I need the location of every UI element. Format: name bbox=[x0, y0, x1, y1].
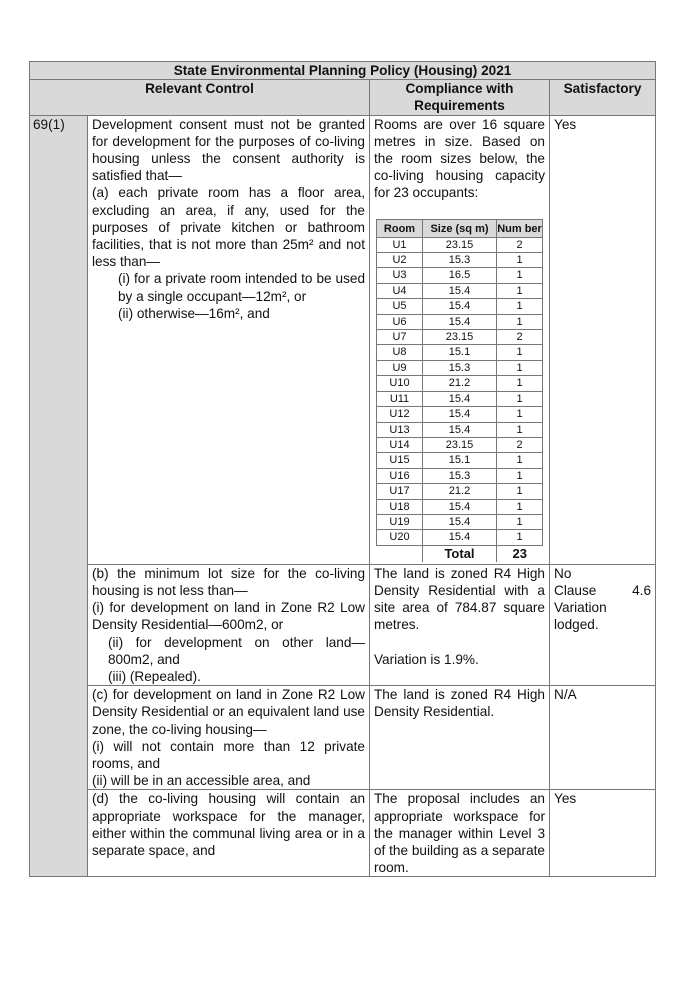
room-size-cell: 15.1 bbox=[423, 345, 497, 360]
room-size-cell: 16.5 bbox=[423, 268, 497, 283]
room-size-cell: 15.3 bbox=[423, 468, 497, 483]
room-size-cell: 23.15 bbox=[423, 237, 497, 252]
room-row bbox=[377, 283, 543, 298]
room-row bbox=[377, 453, 543, 468]
satisfactory-a: Yes bbox=[550, 115, 656, 564]
room-room-cell: U3 bbox=[377, 268, 423, 283]
control-c-ii: (ii) will be in an accessible area, and bbox=[92, 773, 311, 789]
satisfactory-cell-b bbox=[550, 564, 656, 685]
room-number-cell: 1 bbox=[497, 484, 543, 499]
control-cell-c bbox=[88, 686, 370, 790]
compliance-d: The proposal includes an appropriate workspace for the manager within Level 3 of the building as a separate room. bbox=[370, 790, 550, 877]
room-size-cell: 15.4 bbox=[423, 283, 497, 298]
room-number-cell: 1 bbox=[497, 468, 543, 483]
room-room-cell: U8 bbox=[377, 345, 423, 360]
number-header: Num ber bbox=[497, 219, 543, 237]
room-room-cell: U16 bbox=[377, 468, 423, 483]
room-row bbox=[377, 499, 543, 514]
control-b-iii: (iii) (Repealed). bbox=[108, 668, 201, 684]
planning-policy-table bbox=[29, 61, 656, 877]
room-row bbox=[377, 422, 543, 437]
room-room-cell: U20 bbox=[377, 530, 423, 545]
satisfactory-c: N/A bbox=[550, 686, 656, 790]
room-row bbox=[377, 530, 543, 545]
header-relevant-control: Relevant Control bbox=[30, 80, 370, 115]
room-room-cell: U17 bbox=[377, 484, 423, 499]
size-header: Size (sq m) bbox=[423, 219, 497, 237]
room-room-cell: U11 bbox=[377, 391, 423, 406]
room-row bbox=[377, 360, 543, 375]
control-a-intro: Development consent must not be granted for development for the purposes of co-living housing unless the consent authority is satisfied that— bbox=[92, 116, 365, 184]
room-row bbox=[377, 268, 543, 283]
compliance-b-variation: Variation is 1.9%. bbox=[374, 651, 479, 667]
room-number-cell: 1 bbox=[497, 283, 543, 298]
room-room-cell: U9 bbox=[377, 360, 423, 375]
room-size-cell: 15.3 bbox=[423, 360, 497, 375]
room-row bbox=[377, 514, 543, 529]
compliance-cell-b bbox=[370, 564, 550, 685]
satisfactory-b: No bbox=[554, 565, 572, 581]
room-room-cell: U6 bbox=[377, 314, 423, 329]
room-size-cell: 15.4 bbox=[423, 407, 497, 422]
room-size-cell: 15.4 bbox=[423, 391, 497, 406]
room-room-cell: U13 bbox=[377, 422, 423, 437]
room-room-cell: U12 bbox=[377, 407, 423, 422]
control-d: (d) the co-living housing will contain an appropriate workspace for the manager, either within the communal living area or in a separate space, and bbox=[88, 790, 370, 877]
room-size-table bbox=[376, 219, 543, 562]
room-number-cell: 1 bbox=[497, 376, 543, 391]
room-row bbox=[377, 391, 543, 406]
clause-number: 69(1) bbox=[30, 115, 88, 877]
room-room-cell: U5 bbox=[377, 299, 423, 314]
room-room-cell: U10 bbox=[377, 376, 423, 391]
room-size-cell: 15.3 bbox=[423, 253, 497, 268]
control-a-ii: (ii) otherwise—16m², and bbox=[118, 305, 270, 321]
room-size-cell: 15.4 bbox=[423, 299, 497, 314]
room-room-cell: U19 bbox=[377, 514, 423, 529]
room-number-cell: 1 bbox=[497, 314, 543, 329]
room-row bbox=[377, 253, 543, 268]
room-size-cell: 21.2 bbox=[423, 484, 497, 499]
room-room-cell: U7 bbox=[377, 330, 423, 345]
room-row bbox=[377, 299, 543, 314]
room-size-cell: 15.4 bbox=[423, 422, 497, 437]
room-size-cell: 21.2 bbox=[423, 376, 497, 391]
room-number-cell: 1 bbox=[497, 453, 543, 468]
room-header: Room bbox=[377, 219, 423, 237]
room-size-cell: 23.15 bbox=[423, 437, 497, 452]
control-b-intro: (b) the minimum lot size for the co-living housing is not less than— bbox=[92, 565, 365, 598]
compliance-c: The land is zoned R4 High Density Residential. bbox=[370, 686, 550, 790]
room-number-cell: 1 bbox=[497, 360, 543, 375]
room-number-cell: 1 bbox=[497, 499, 543, 514]
room-size-cell: 15.4 bbox=[423, 514, 497, 529]
compliance-cell-a bbox=[370, 115, 550, 564]
control-a-text: (a) each private room has a floor area, excluding an area, if any, used for the purposes of private kitchen or bathroom facilities, that is not more than 25m² and not less than— bbox=[92, 185, 365, 270]
control-c-i: (i) will not contain more than 12 private rooms, and bbox=[92, 738, 365, 771]
room-number-cell: 1 bbox=[497, 268, 543, 283]
room-row bbox=[377, 237, 543, 252]
satisfactory-b-note: Clause 4.6 Variation lodged. bbox=[554, 582, 652, 633]
room-number-cell: 2 bbox=[497, 437, 543, 452]
control-cell-b bbox=[88, 564, 370, 685]
room-room-cell: U2 bbox=[377, 253, 423, 268]
satisfactory-d: Yes bbox=[550, 790, 656, 877]
room-number-cell: 1 bbox=[497, 407, 543, 422]
room-row bbox=[377, 330, 543, 345]
header-satisfactory: Satisfactory bbox=[550, 80, 656, 115]
room-number-cell: 2 bbox=[497, 330, 543, 345]
room-size-cell: 15.4 bbox=[423, 499, 497, 514]
room-number-cell: 1 bbox=[497, 299, 543, 314]
table-row-c bbox=[30, 686, 656, 790]
room-number-cell: 1 bbox=[497, 345, 543, 360]
total-value: 23 bbox=[497, 545, 543, 562]
control-c-intro: (c) for development on land in Zone R2 Low Density Residential or an equivalent land use zone, the co-living housing— bbox=[92, 687, 365, 737]
room-row bbox=[377, 407, 543, 422]
room-size-cell: 15.1 bbox=[423, 453, 497, 468]
room-row bbox=[377, 484, 543, 499]
room-room-cell: U4 bbox=[377, 283, 423, 298]
room-number-cell: 1 bbox=[497, 253, 543, 268]
room-number-cell: 2 bbox=[497, 237, 543, 252]
table-row-d bbox=[30, 790, 656, 877]
room-room-cell: U15 bbox=[377, 453, 423, 468]
room-number-cell: 1 bbox=[497, 391, 543, 406]
total-label: Total bbox=[423, 545, 497, 562]
control-b-ii: (ii) for development on other land—800m2, and bbox=[108, 634, 365, 667]
header-compliance: Compliance with Requirements bbox=[370, 80, 550, 115]
room-size-cell: 15.4 bbox=[423, 530, 497, 545]
room-row bbox=[377, 314, 543, 329]
room-number-cell: 1 bbox=[497, 422, 543, 437]
room-row bbox=[377, 345, 543, 360]
control-cell-a bbox=[88, 115, 370, 564]
control-b-i: (i) for development on land in Zone R2 Low Density Residential—600m2, or bbox=[92, 600, 365, 633]
table-row-b bbox=[30, 564, 656, 685]
policy-title: State Environmental Planning Policy (Housing) 2021 bbox=[30, 62, 656, 80]
room-row bbox=[377, 437, 543, 452]
room-room-cell: U14 bbox=[377, 437, 423, 452]
room-size-cell: 15.4 bbox=[423, 314, 497, 329]
control-a-i: (i) for a private room intended to be used by a single occupant—12m², or bbox=[118, 271, 365, 304]
compliance-a-text: Rooms are over 16 square metres in size. Based on the room sizes below, the co-living housing capacity for 23 occupants: bbox=[374, 116, 545, 201]
room-number-cell: 1 bbox=[497, 530, 543, 545]
table-row-a bbox=[30, 115, 656, 564]
compliance-b-text: The land is zoned R4 High Density Residential with a site area of 784.87 square metres. bbox=[374, 565, 545, 633]
room-size-cell: 23.15 bbox=[423, 330, 497, 345]
room-row bbox=[377, 468, 543, 483]
room-row bbox=[377, 376, 543, 391]
room-number-cell: 1 bbox=[497, 514, 543, 529]
room-room-cell: U1 bbox=[377, 237, 423, 252]
room-room-cell: U18 bbox=[377, 499, 423, 514]
